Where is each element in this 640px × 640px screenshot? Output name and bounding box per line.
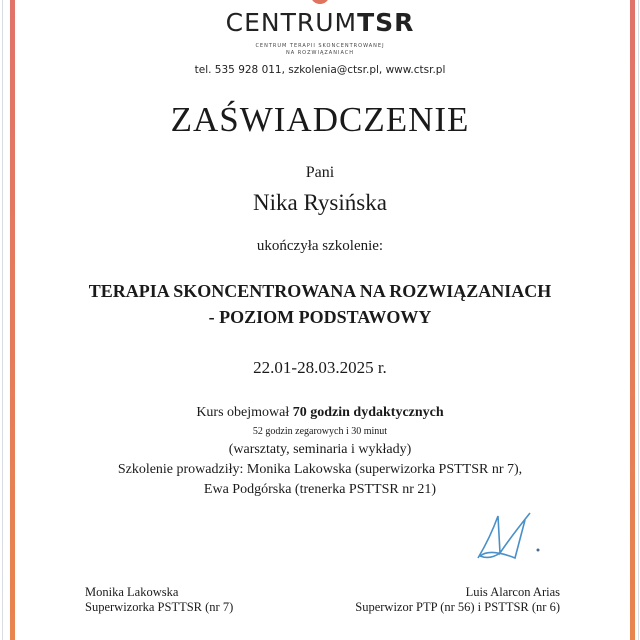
signatory-left-name: Monika Lakowska xyxy=(85,585,179,599)
signatory-left-role: Superwizorka PSTTSR (nr 7) xyxy=(85,600,234,614)
signatory-right-name: Luis Alarcon Arias xyxy=(465,585,560,599)
signatory-left xyxy=(85,585,233,615)
salutation: Pani xyxy=(305,164,335,181)
contact-info: tel. 535 928 011, szkolenia@ctsr.pl, www.ctsr.pl xyxy=(194,64,446,76)
course-title-2: - POZIOM PODSTAWOWY xyxy=(208,307,432,327)
course-title-1: TERAPIA SKONCENTROWANA NA ROZWIĄZANIACH xyxy=(88,281,552,301)
hours-line xyxy=(0,405,640,421)
signatory-right-role: Superwizor PTP (nr 56) i PSTTSR (nr 6) xyxy=(355,600,560,614)
course-format: (warsztaty, seminaria i wykłady) xyxy=(228,442,412,457)
completed-text: ukończyła szkolenie: xyxy=(256,238,384,254)
signatory-right xyxy=(355,585,560,615)
course-dates: 22.01-28.03.2025 r. xyxy=(253,358,387,377)
recipient-name: Nika Rysińska xyxy=(253,190,387,215)
hours-prefix: Kurs obejmował xyxy=(196,405,293,420)
logo-mark-icon xyxy=(311,0,329,4)
certificate-title: ZAŚWIADCZENIE xyxy=(170,100,470,139)
logo xyxy=(0,8,640,37)
trainers-line-2: Ewa Podgórska (trenerka PSTTSR nr 21) xyxy=(203,482,437,497)
logo-text-bold: TSR xyxy=(357,8,415,37)
trainers-line-1: Szkolenie prowadziły: Monika Lakowska (superwizorka PSTTSR nr 7), xyxy=(117,462,523,477)
hours-bold: 70 godzin dydaktycznych xyxy=(292,405,444,420)
clock-hours: 52 godzin zegarowych i 30 minut xyxy=(252,426,388,437)
logo-subtitle-1: CENTRUM TERAPII SKONCENTROWANEJ xyxy=(255,43,385,49)
logo-text: CENTRUM xyxy=(225,8,358,37)
signature-right xyxy=(470,508,550,568)
logo-subtitle-2: NA ROZWIĄZANIACH xyxy=(285,50,355,56)
